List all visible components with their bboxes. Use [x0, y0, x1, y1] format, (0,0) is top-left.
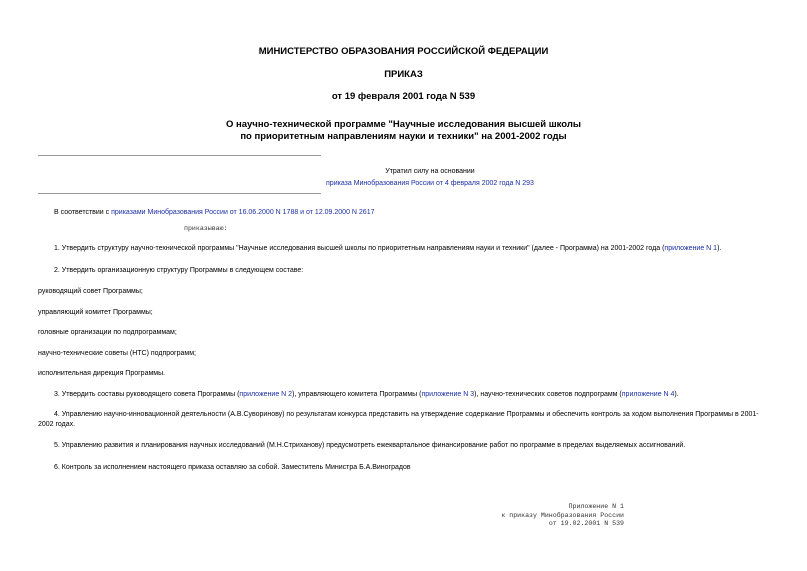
item-6: 6. Контроль за исполнением настоящего приказа оставляю за собой. Заместитель Министра Б.А.Виноградов [54, 464, 411, 471]
list-item: исполнительная дирекция Программы. [38, 370, 166, 377]
item-5: 5. Управлению развития и планирования научных исследований (М.Н.Стриханову) предусмотреть ежеквартальное финансирование работ по программе в пределах выделяемых ассигнований. [54, 442, 686, 449]
item-3-text-c: ), научно-технических советов подпрограмм ( [474, 391, 622, 398]
appendix-line-3: от 19.02.2001 N 539 [548, 520, 624, 527]
doc-type-heading: ПРИКАЗ [384, 69, 423, 80]
list-item: управляющий комитет Программы; [38, 309, 153, 316]
divider-top [38, 155, 321, 156]
date-heading: от 19 февраля 2001 года N 539 [331, 91, 476, 102]
list-item: руководящий совет Программы; [38, 288, 143, 295]
item-1-end: ). [717, 245, 722, 252]
item-3 [38, 390, 774, 400]
title-line-2: по приоритетным направлениям науки и техники" на 2001-2002 годы [240, 131, 567, 142]
item-3-text-d: ). [674, 391, 679, 398]
appendix-line-1: Приложение N 1 [568, 503, 624, 510]
item-1-text: 1. Утвердить структуру научно-технической программы "Научные исследования высшей школы по приоритетным направлениям науки и техники" (далее - Программа) на 2001-2002 года ( [54, 245, 665, 252]
ministry-heading: МИНИСТЕРСТВО ОБРАЗОВАНИЯ РОССИЙСКОЙ ФЕДЕРАЦИИ [258, 46, 549, 57]
appendix-1-link[interactable]: приложение N 1 [664, 245, 718, 252]
preamble-link[interactable]: приказами Минобразования России от 16.06.2000 N 1788 и от 12.09.2000 N 2617 [111, 209, 375, 216]
list-item: научно-технические советы (НТС) подпрограмм; [38, 350, 196, 357]
item-2: 2. Утвердить организационную структуру Программы в следующем составе: [54, 267, 304, 274]
appendix-2-link[interactable]: приложение N 2 [239, 391, 293, 398]
title-line-1: О научно-технической программе "Научные исследования высшей школы [225, 119, 582, 130]
repeal-link[interactable]: приказа Минобразования России от 4 февраля 2002 года N 293 [326, 180, 534, 187]
list-item: головные организации по подпрограммам; [38, 329, 177, 336]
item-1 [38, 244, 774, 254]
order-word: приказываю: [184, 225, 228, 232]
divider-bottom [38, 193, 321, 194]
preamble [38, 208, 774, 218]
item-3-text-a: 3. Утвердить составы руководящего совета Программы ( [54, 391, 240, 398]
appendix-4-link[interactable]: приложение N 4 [621, 391, 675, 398]
repeal-note: Утратил силу на основании [385, 168, 475, 175]
repeal-link-line [200, 180, 660, 187]
preamble-prefix: В соответствии с [54, 209, 112, 216]
item-4: 4. Управлению научно-инновационной деятельности (А.В.Суворинову) по результатам конкурса представить на утверждение содержание Программы и обеспечить контроль за ходом выполнения Программы в 2001-2002 годах. [38, 411, 759, 428]
appendix-3-link[interactable]: приложение N 3 [421, 391, 475, 398]
appendix-line-2: к приказу Минобразования России [501, 512, 624, 519]
item-3-text-b: ), управляющего комитета Программы ( [292, 391, 422, 398]
